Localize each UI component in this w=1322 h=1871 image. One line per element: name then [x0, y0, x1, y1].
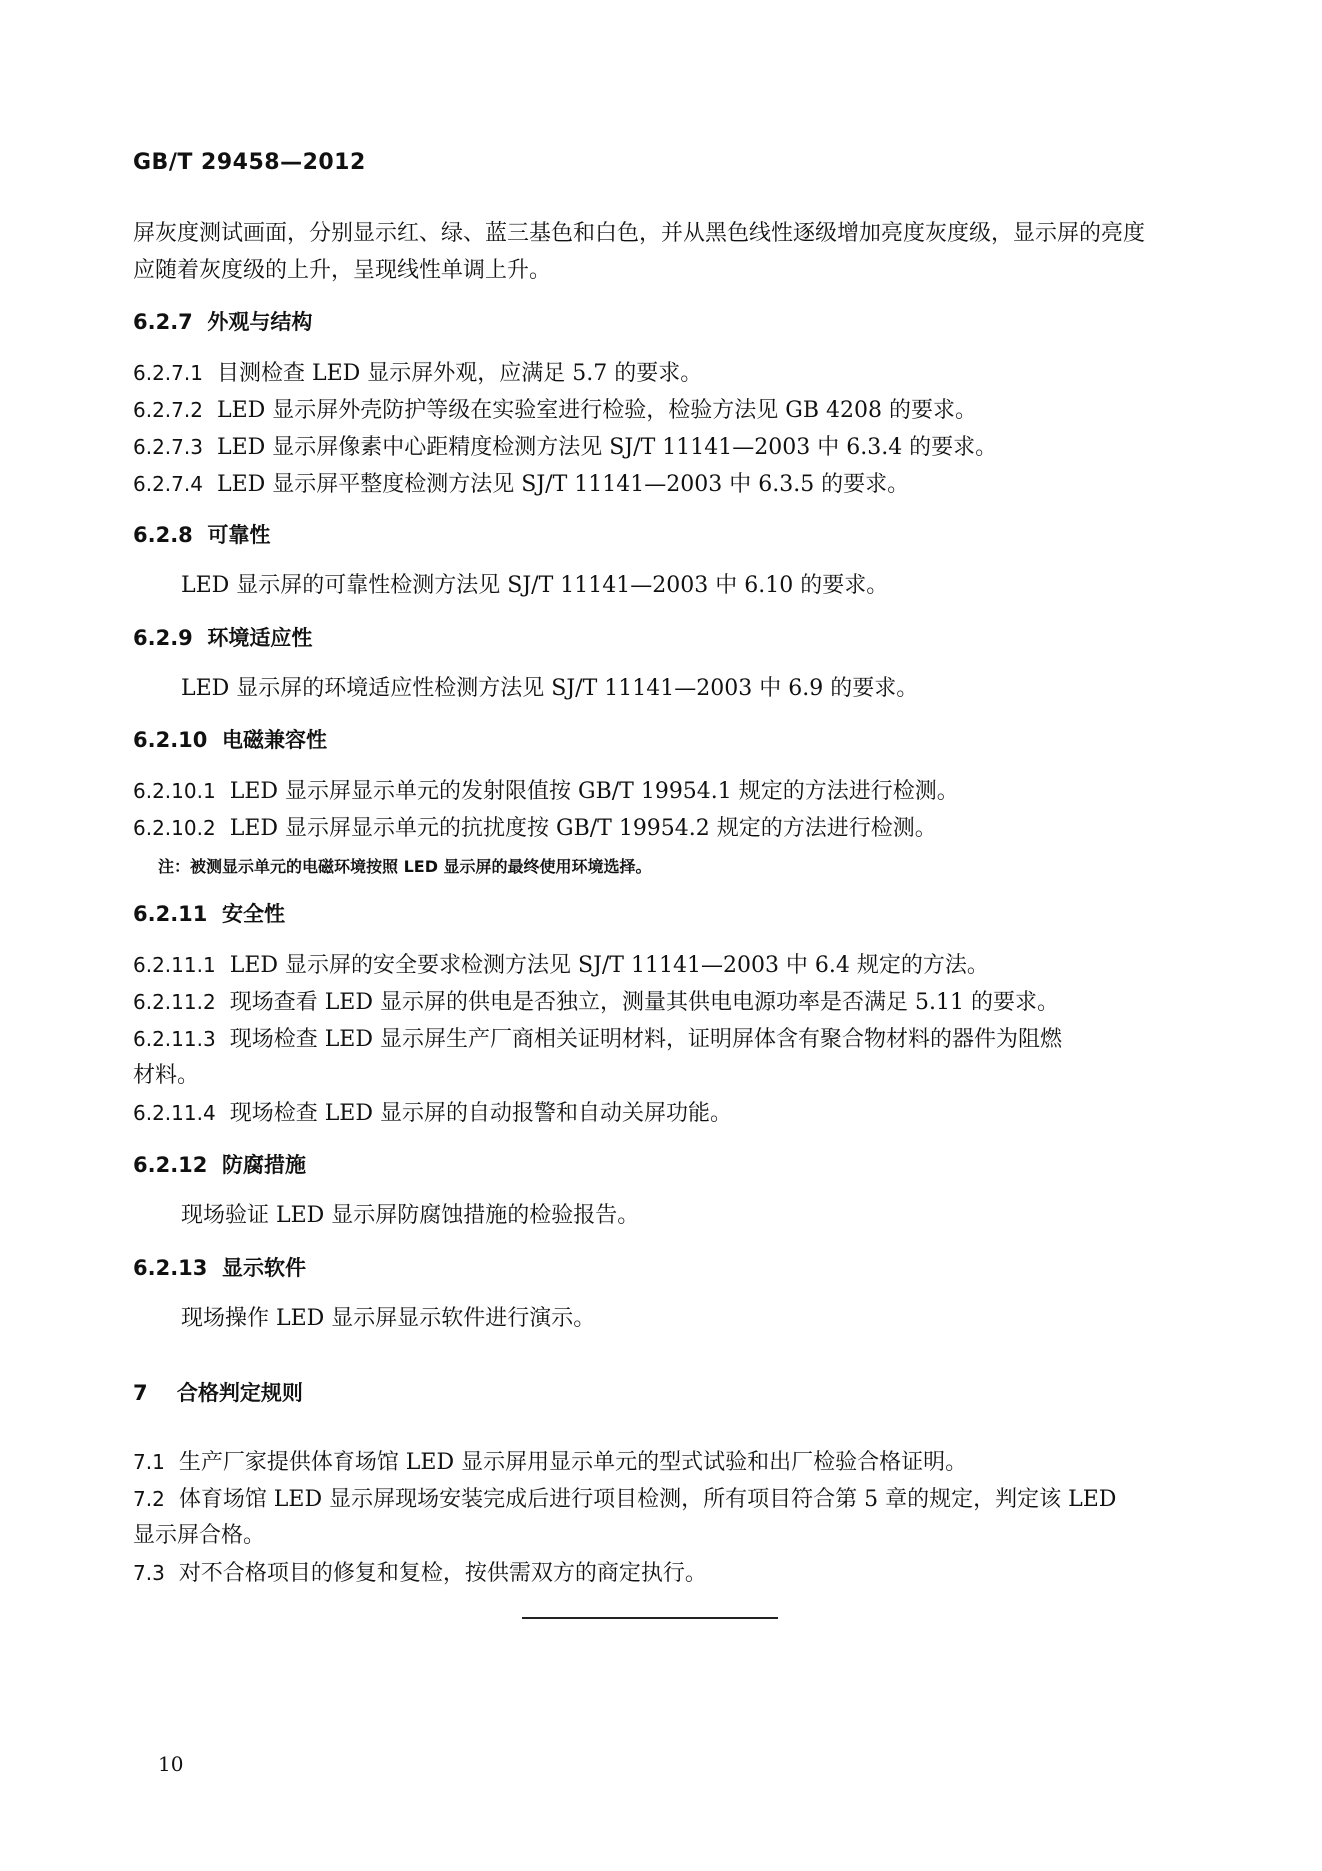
- section-title: 防腐措施: [222, 1153, 307, 1177]
- clause-7-2: [133, 1484, 1116, 1515]
- clause-number: 6.2.7.2: [133, 398, 203, 422]
- paragraph-line: 现场操作 LED 显示屏显示软件进行演示。: [181, 1306, 596, 1331]
- clause-text: 体育场馆 LED 显示屏现场安装完成后进行项目检测，所有项目符合第 5 章的规定，判定该 LED: [178, 1487, 1117, 1512]
- clause-text: LED 显示屏像素中心距精度检测方法见 SJ/T 11141—2003 中 6.3.4 的要求。: [216, 435, 998, 460]
- clause-number: 6.2.7.1: [133, 361, 203, 385]
- clause-6-2-11-1: [133, 950, 989, 981]
- section-title: 显示软件: [222, 1256, 307, 1280]
- section-number: 6.2.9: [133, 626, 193, 650]
- clause-text: LED 显示屏平整度检测方法见 SJ/T 11141—2003 中 6.3.5 的要求。: [216, 472, 910, 497]
- section-title: 环境适应性: [207, 626, 313, 650]
- clause-number: 6.2.10.2: [133, 816, 216, 840]
- clause-6-2-11-3: [133, 1024, 1062, 1055]
- section-heading-7: [133, 1378, 303, 1408]
- clause-number: 6.2.11.2: [133, 990, 216, 1014]
- clause-6-2-11-2: [133, 987, 1059, 1018]
- note-text: 注：被测显示单元的电磁环境按照 LED 显示屏的最终使用环境选择。: [158, 857, 652, 876]
- section-number: 6.2.10: [133, 728, 208, 752]
- paragraph-line: 应随着灰度级的上升，呈现线性单调上升。: [133, 258, 552, 283]
- clause-text: 现场查看 LED 显示屏的供电是否独立，测量其供电电源功率是否满足 5.11 的要求。: [229, 990, 1059, 1015]
- clause-number: 6.2.11.3: [133, 1027, 216, 1051]
- section-title: 可靠性: [207, 523, 271, 547]
- clause-number: 7.2: [133, 1487, 165, 1511]
- clause-6-2-10-1: [133, 776, 959, 807]
- section-number: 6.2.7: [133, 310, 193, 334]
- paragraph-line: 现场验证 LED 显示屏防腐蚀措施的检验报告。: [181, 1203, 640, 1228]
- section-number: 6.2.8: [133, 523, 193, 547]
- paragraph-line: LED 显示屏的环境适应性检测方法见 SJ/T 11141—2003 中 6.9 的要求。: [181, 676, 919, 701]
- clause-6-2-7-4: [133, 469, 909, 500]
- section-number: 6.2.13: [133, 1256, 208, 1280]
- clause-text: 现场检查 LED 显示屏的自动报警和自动关屏功能。: [229, 1101, 732, 1126]
- clause-text: 对不合格项目的修复和复检，按供需双方的商定执行。: [178, 1561, 707, 1586]
- clause-6-2-10-2: [133, 813, 937, 844]
- page-number: 10: [158, 1752, 184, 1776]
- clause-text: LED 显示屏的安全要求检测方法见 SJ/T 11141—2003 中 6.4 规定的方法。: [229, 953, 989, 978]
- clause-6-2-7-2: [133, 395, 977, 426]
- clause-number: 6.2.11.1: [133, 953, 216, 977]
- clause-6-2-11-4: [133, 1098, 732, 1129]
- clause-6-2-7-1: [133, 358, 702, 389]
- paragraph-line: 显示屏合格。: [133, 1523, 266, 1548]
- section-number: 6.2.12: [133, 1153, 208, 1177]
- clause-number: 6.2.7.4: [133, 472, 203, 496]
- section-title: 合格判定规则: [176, 1381, 303, 1405]
- paragraph-line: 屏灰度测试画面，分别显示红、绿、蓝三基色和白色，并从黑色线性逐级增加亮度灰度级，显示屏的亮度: [133, 221, 1146, 246]
- clause-number: 7.3: [133, 1561, 165, 1585]
- clause-number: 7.1: [133, 1450, 165, 1474]
- section-heading-6-2-11: [133, 899, 285, 929]
- clause-7-3: [133, 1558, 707, 1589]
- clause-number: 6.2.10.1: [133, 779, 216, 803]
- clause-text: LED 显示屏外壳防护等级在实验室进行检验，检验方法见 GB 4208 的要求。: [216, 398, 977, 423]
- clause-6-2-7-3: [133, 432, 997, 463]
- section-heading-6-2-10: [133, 725, 327, 755]
- section-heading-6-2-9: [133, 623, 312, 653]
- standard-header: GB/T 29458—2012: [133, 150, 366, 175]
- section-number: 7: [133, 1381, 148, 1405]
- section-number: 6.2.11: [133, 902, 208, 926]
- paragraph-line: LED 显示屏的可靠性检测方法见 SJ/T 11141—2003 中 6.10 的要求。: [181, 573, 889, 598]
- section-title: 外观与结构: [207, 310, 313, 334]
- paragraph-line: 材料。: [133, 1063, 200, 1088]
- section-heading-6-2-13: [133, 1253, 306, 1283]
- section-heading-6-2-12: [133, 1150, 306, 1180]
- clause-text: LED 显示屏显示单元的发射限值按 GB/T 19954.1 规定的方法进行检测。: [229, 779, 959, 804]
- clause-7-1: [133, 1447, 967, 1478]
- section-title: 电磁兼容性: [222, 728, 328, 752]
- clause-text: LED 显示屏显示单元的抗扰度按 GB/T 19954.2 规定的方法进行检测。: [229, 816, 937, 841]
- clause-number: 6.2.11.4: [133, 1101, 216, 1125]
- section-heading-6-2-8: [133, 520, 270, 550]
- clause-text: 目测检查 LED 显示屏外观，应满足 5.7 的要求。: [216, 361, 703, 386]
- clause-text: 生产厂家提供体育场馆 LED 显示屏用显示单元的型式试验和出厂检验合格证明。: [178, 1450, 968, 1475]
- clause-text: 现场检查 LED 显示屏生产厂商相关证明材料，证明屏体含有聚合物材料的器件为阻燃: [229, 1027, 1062, 1052]
- clause-number: 6.2.7.3: [133, 435, 203, 459]
- end-rule: [522, 1617, 778, 1619]
- section-heading-6-2-7: [133, 307, 312, 337]
- section-title: 安全性: [222, 902, 286, 926]
